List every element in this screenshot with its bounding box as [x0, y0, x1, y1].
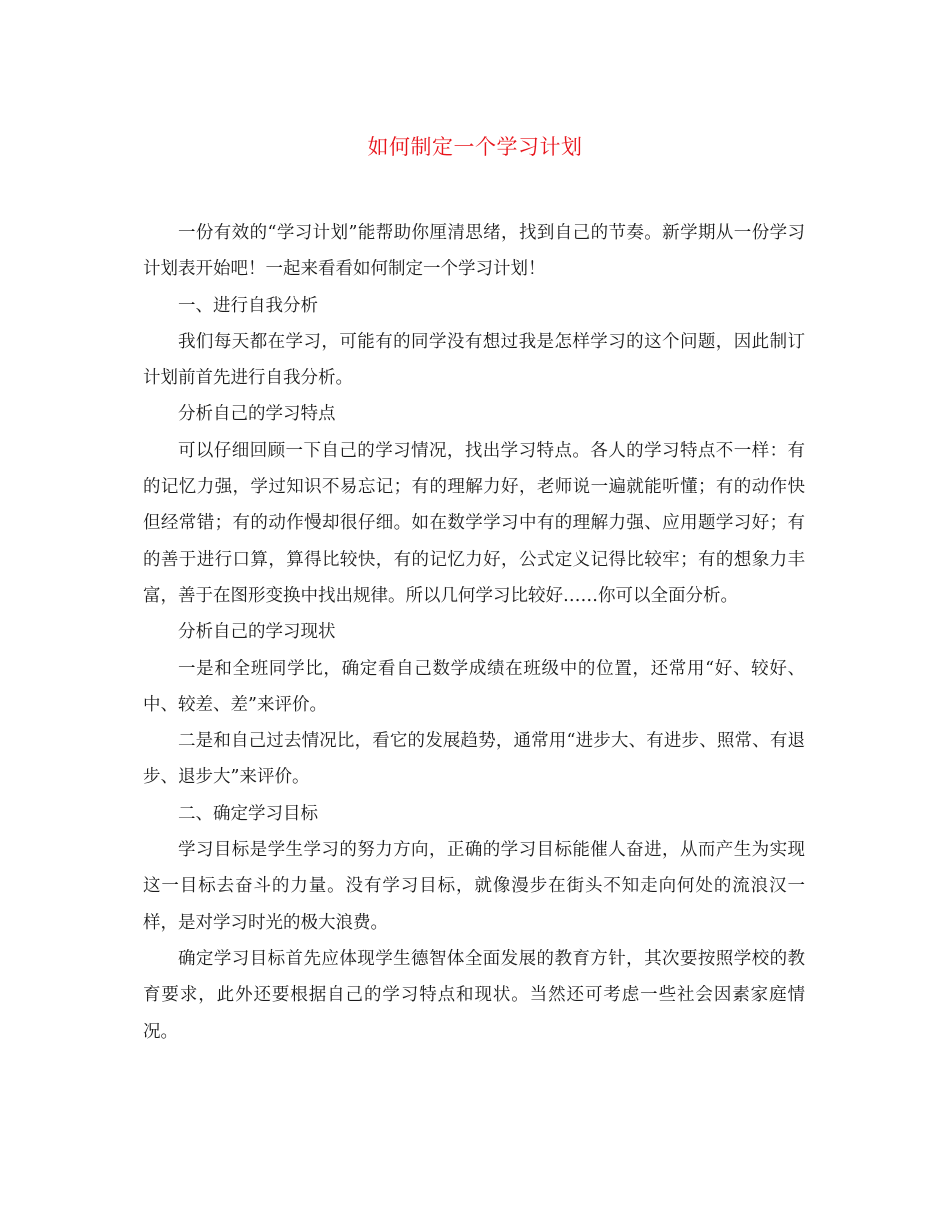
subsection-heading-learning-traits: 分析自己的学习特点 — [178, 404, 336, 425]
body-paragraph: 二是和自己过去情况比，看它的发展趋势，通常用“进步大、有进步、照常、有退步、退步大”来评价。 — [143, 731, 805, 788]
body-paragraph: 一是和全班同学比，确定看自己数学成绩在班级中的位置，还常用“好、较好、中、较差、差”来评价。 — [143, 658, 805, 715]
intro-paragraph: 一份有效的“学习计划”能帮助你厘清思绪，找到自己的节奏。新学期从一份学习计划表开始吧！一起来看看如何制定一个学习计划！ — [143, 223, 805, 280]
section-heading-self-analysis: 一、进行自我分析 — [178, 295, 318, 316]
body-paragraph: 确定学习目标首先应体现学生德智体全面发展的教育方针，其次要按照学校的教育要求，此外还要根据自己的学习特点和现状。当然还可考虑一些社会因素家庭情况。 — [143, 948, 805, 1042]
subsection-heading-learning-status: 分析自己的学习现状 — [178, 622, 336, 643]
body-paragraph: 学习目标是学生学习的努力方向，正确的学习目标能催人奋进，从而产生为实现这一目标去奋斗的力量。没有学习目标，就像漫步在街头不知走向何处的流浪汉一样，是对学习时光的极大浪费。 — [143, 840, 805, 933]
body-paragraph: 我们每天都在学习，可能有的同学没有想过我是怎样学习的这个问题，因此制订计划前首先进行自我分析。 — [143, 331, 805, 389]
document-body — [143, 215, 805, 1050]
section-heading-set-goals: 二、确定学习目标 — [178, 803, 318, 824]
document-title: 如何制定一个学习计划 — [367, 135, 583, 159]
body-paragraph: 可以仔细回顾一下自己的学习情况，找出学习特点。各人的学习特点不一样：有的记忆力强，学过知识不易忘记；有的理解力好，老师说一遍就能听懂；有的动作快但经常错；有的动作慢却很仔细。如在数学学习中有的理解力强、应用题学习好；有的善于进行口算，算得比较快，有的记忆力好，公式定义记得比较牢；有的想象力丰富，善于在图形变换中找出规律。所以几何学习比较好……你可以全面分析。 — [143, 440, 805, 606]
